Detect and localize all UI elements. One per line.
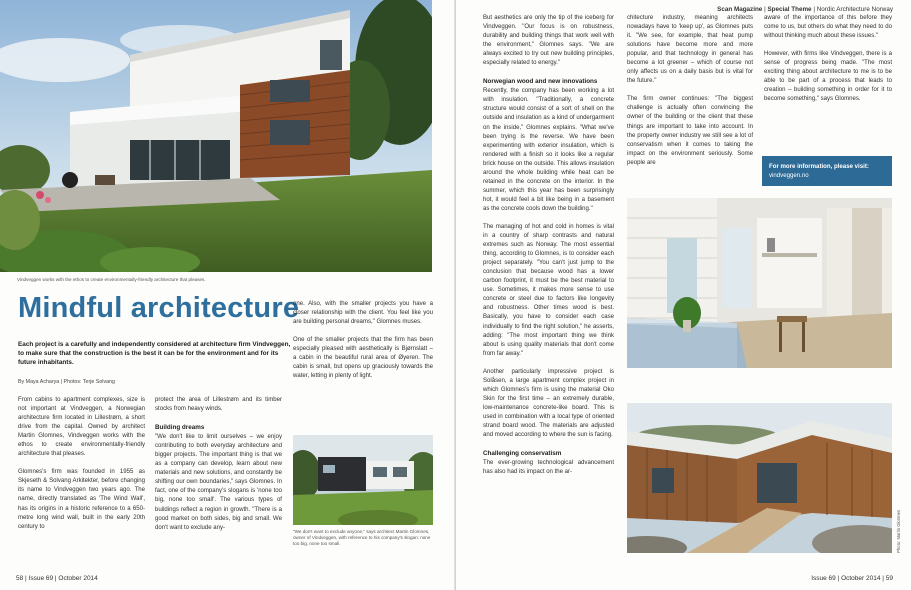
- cabin-exterior-photo: [627, 403, 892, 553]
- paragraph: The firm owner continues: "The biggest challenge is actually often convincing the owner of the building or the client that these things are important to take into account. In the property owner industry we still see a lot of conservatism when it comes to taking the impact on the environment seriously. Some people are: [627, 96, 753, 166]
- paragraph: But aesthetics are only the tip of the iceberg for Vindveggen. "Our focus is on robustness, durability and building things that work well with the environment," Glomnes says. "We are always excited to try out new building principles, especially related to energy.": [483, 15, 614, 67]
- paragraph: The managing of hot and cold in homes is vital in a country of sharp contrasts and natural extremes such as Norway. The most essential thing, according to Glomnes, is to consider each project separately. "You can't just jump to the conclusion that because wood has a lower carbon footprint, it must be the best material to use. Sometimes, it makes more sense to use concrete or steel due to factors like longevity and robustness. Other times wood is best. Basically, you have to consider each case individually to find the right solution," he asserts, adding: "The most important thing we think about is using quality materials that don't come from far away.": [483, 223, 614, 357]
- info-box-url[interactable]: vindveggen.no: [769, 172, 809, 179]
- text-column-6: [764, 14, 892, 113]
- paragraph: aware of the importance of this before they come to us, but others do what they need to do without thinking much about these issues.": [764, 15, 892, 40]
- article-standfirst: Each project is a carefully and independently considered at architecture firm Vindveggen, to make sure that the construction is the best it can be for the environment and for its future inhabitants.: [18, 341, 291, 367]
- paragraph: one. Also, with the smaller projects you have a closer relationship with the client. You feel like you are building personal dreams," Glomnes muses.: [293, 301, 433, 326]
- cabin-photo: [293, 435, 433, 525]
- right-page: [456, 0, 911, 590]
- paragraph: Recently, the company has been working a lot with insulation. "Traditionally, a concrete structure would consist of a sort of shell on the outside and insulation as a kind of undergarment on the inside," Glomnes explains. "What we've been trying is the reverse. We have been experimenting with exterior insulation, which is rendered with a finish so it looks like a regular brick house on the outside. This allows insulation around the whole building while heat can be retained in the concrete on the interior. In the summer, which this year has been surprisingly hot, it would feel a bit like being in a basement as the concrete cools down the building.": [483, 88, 614, 212]
- info-box-label: For more information, please visit:: [769, 163, 869, 170]
- hero-house-photo: [0, 0, 432, 272]
- paragraph: protect the area of Lillestrøm and its timber stocks from heavy winds.: [155, 397, 282, 413]
- subheading: Building dreams: [155, 424, 205, 432]
- page-footer-right: Issue 69 | October 2014 | 59: [811, 575, 893, 582]
- hero-caption: Vindveggen works with the ethos to create environmentally-friendly architecture that pleases.: [17, 277, 206, 282]
- subheading: Challenging conservatism: [483, 450, 562, 458]
- page-header-right: Scan Magazine | Special Theme | Nordic Architecture Norway: [717, 6, 893, 13]
- paragraph: The ever-growing technological advancement has also had its impact on the ar-: [483, 460, 614, 476]
- paragraph: Glomnes's firm was founded in 1955 as Skjeseth & Solvang Arkitekter, before changing its name to Vindveggen two years ago. The name, directly translated as 'The Wind Wall', has its origins in a historic reference to a 650-metre long wind wall, built in the early 20th century to: [18, 469, 145, 530]
- subheading: Norwegian wood and new innovations: [483, 78, 598, 86]
- left-page: [0, 0, 455, 590]
- paragraph: "We don't like to limit ourselves – we enjoy contributing to both everyday architecture and bigger projects. The important thing is that we as a company can develop, learn about new materials and new solutions, and constantly be shifting our own boundaries," says Glomnes. In fact, one of the company's slogans is 'none too big, none too small'. The various types of buildings reflect a region in growth. "There is a good market on both sides, big and small. We don't want to exclude any-: [155, 434, 282, 531]
- article-title: Mindful architecture: [18, 292, 300, 324]
- byline: By Maya Acharya | Photos: Terje Solvang: [18, 379, 115, 385]
- text-column-2: [155, 396, 282, 542]
- paragraph: One of the smaller projects that the firm has been especially pleased with aesthetically is Bjørnslatt – a cabin in the beautiful rural area of Øyeren. The cabin is small, but opens up graciously towards the water, letting in plenty of light.: [293, 337, 433, 380]
- text-column-5: [627, 14, 753, 177]
- text-column-3: [293, 300, 433, 390]
- text-column-1: [18, 396, 145, 541]
- paragraph: From cabins to apartment complexes, size is not important at Vindveggen, a Norwegian architecture firm located in Lillestrøm, a short drive from the capital. Owned by architect Martin Glomnes, Vindveggen works with the ethos to create environmentally-friendly architecture that pleases.: [18, 397, 145, 458]
- page-footer-left: 58 | Issue 69 | October 2014: [16, 575, 98, 582]
- paragraph: Another particularly impressive project is Solåsen, a large apartment complex project in which Glomnes's firm is using the material Oko Skin for the first time – an extremely durable, low-maintenance concrete-like board. This is used in combination with a local type of oriented strand board wood. The materials are adjusted and moved according to where the sun is facing.: [483, 368, 614, 439]
- paragraph: However, with firms like Vindveggen, there is a sense of progress being made. "The most exciting thing about architecture to me is to be able to be part of a process that leads to creation – building something in order for it to become something," says Glomnes.: [764, 51, 892, 103]
- cabin-photo-caption: "We don't want to exclude anyone," says architect Martin Glomnes, owner of Vindveggen, with reference to his company's slogan: none too big, none too small.: [293, 529, 431, 546]
- paragraph: chitecture industry, meaning architects nowadays have to 'keep up', as Glomnes puts it. "We see, for example, that heat pump solutions have become more and more popular, and that technology in general has become a lot greener – which of course not only affects us on a daily basis but is vital for the future.": [627, 15, 753, 85]
- photo-credit: Photo: Martin Glomnes: [896, 510, 901, 553]
- text-column-4: [483, 14, 614, 486]
- info-box: [762, 156, 892, 186]
- interior-photo: [627, 198, 892, 368]
